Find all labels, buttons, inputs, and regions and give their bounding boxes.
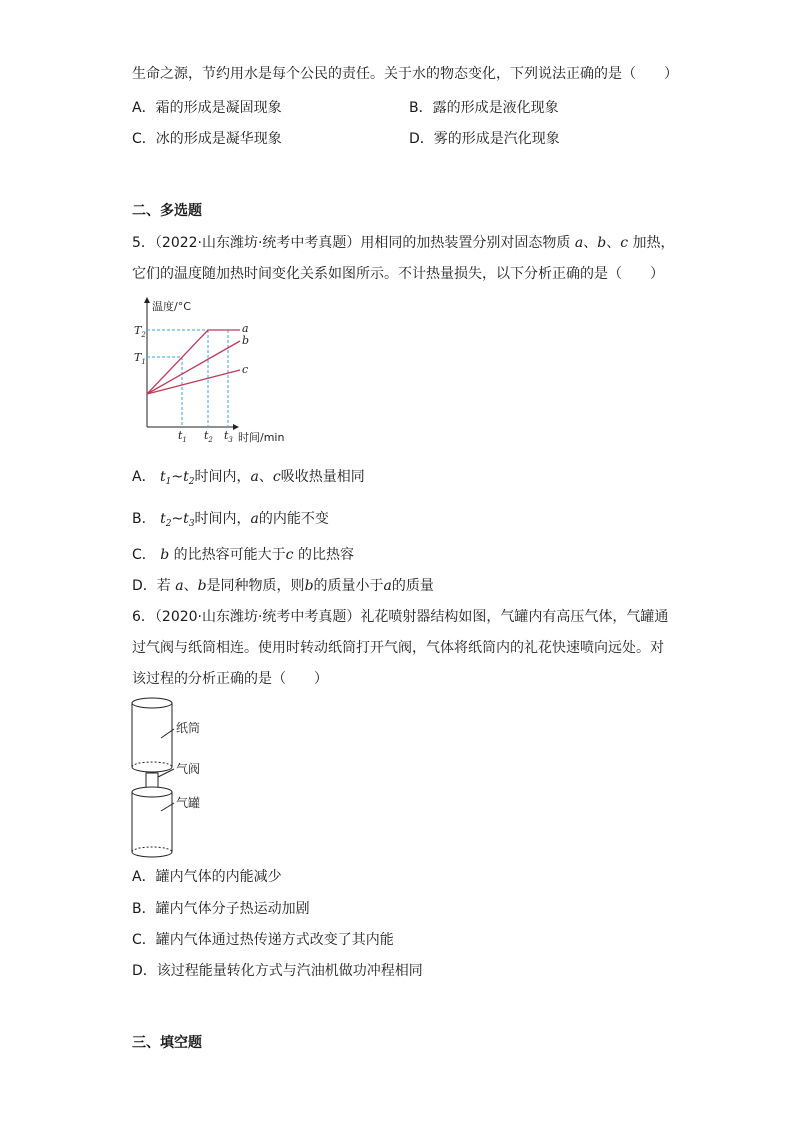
tank-bottom-front: [132, 852, 172, 857]
q6-stem-line3: 该过程的分析正确的是（ ）: [132, 671, 328, 687]
q6-option-c: C．罐内气体通过热传递方式改变了其内能: [132, 932, 394, 948]
curve-label-a: a: [242, 322, 249, 335]
q5-option-c: C． b 的比热容可能大于c 的比热容: [132, 547, 354, 563]
section-title-multiple-choice: 二、多选题: [132, 203, 202, 219]
q6-stem-line2: 过气阀与纸筒相连。使用时转动纸筒打开气阀，气体将纸筒内的礼花快速喷向远处。对: [132, 640, 664, 656]
q5-stem-line2: 它们的温度随加热时间变化关系如图所示。不计热量损失，以下分析正确的是（ ）: [132, 266, 664, 282]
curve-label-c: c: [242, 363, 249, 376]
q4-option-c: C．冰的形成是凝华现象: [132, 131, 282, 147]
tube-bottom-back: [132, 762, 172, 767]
y-tick-T1: $T_1$: [134, 351, 146, 366]
curve-a: [147, 330, 240, 394]
q5-option-d: D．若 a、b是同种物质，则b的质量小于a的质量: [132, 578, 434, 594]
x-tick-t2: $t_2$: [204, 429, 213, 444]
fireworks-launcher-figure: [128, 694, 238, 862]
q6-option-b: B．罐内气体分子热运动加剧: [132, 901, 310, 917]
q6-stem-line1: 6．（2020·山东潍坊·统考中考真题）礼花喷射器结构如图，气罐内有高压气体，气罐通: [132, 609, 669, 625]
label-tube: 纸筒: [176, 721, 201, 735]
y-tick-T2: $T_2$: [134, 324, 146, 339]
q4-stem: 生命之源，节约用水是每个公民的责任。关于水的物态变化，下列说法正确的是（ ）: [132, 66, 678, 82]
tank-bottom-back: [132, 847, 172, 852]
label-valve: 气阀: [176, 762, 201, 776]
q5-option-b: B． $t_2\sim t_3$时间内，a的内能不变: [132, 511, 329, 529]
label-tank: 气罐: [176, 796, 201, 810]
curve-c: [147, 370, 240, 394]
q4-option-b: B．露的形成是液化现象: [409, 100, 559, 116]
x-tick-t3: $t_3$: [224, 429, 233, 444]
q5-stem-line1: 5．（2022·山东潍坊·统考中考真题）用相同的加热装置分别对固态物质 a、b、c 加热，: [132, 235, 675, 251]
tube-top: [132, 698, 172, 708]
q4-option-a: A．霜的形成是凝固现象: [132, 100, 282, 116]
y-axis-label: 温度/°C: [152, 300, 191, 313]
section-title-fill-in: 三、填空题: [132, 1035, 202, 1051]
tank-top: [132, 787, 172, 797]
q4-option-d: D．雾的形成是汽化现象: [409, 131, 560, 147]
q6-option-d: D．该过程能量转化方式与汽油机做功冲程相同: [132, 963, 423, 979]
q5-option-a: A． $t_1\sim t_2$时间内，a、c吸收热量相同: [132, 469, 365, 487]
curve-label-b: b: [242, 334, 250, 347]
curve-b: [147, 341, 240, 394]
temperature-time-chart: [130, 294, 310, 450]
x-axis-label: 时间/min: [238, 431, 285, 444]
tube-bottom-front: [132, 767, 172, 772]
x-tick-t1: $t_1$: [178, 429, 187, 444]
q6-option-a: A．罐内气体的内能减少: [132, 869, 282, 885]
